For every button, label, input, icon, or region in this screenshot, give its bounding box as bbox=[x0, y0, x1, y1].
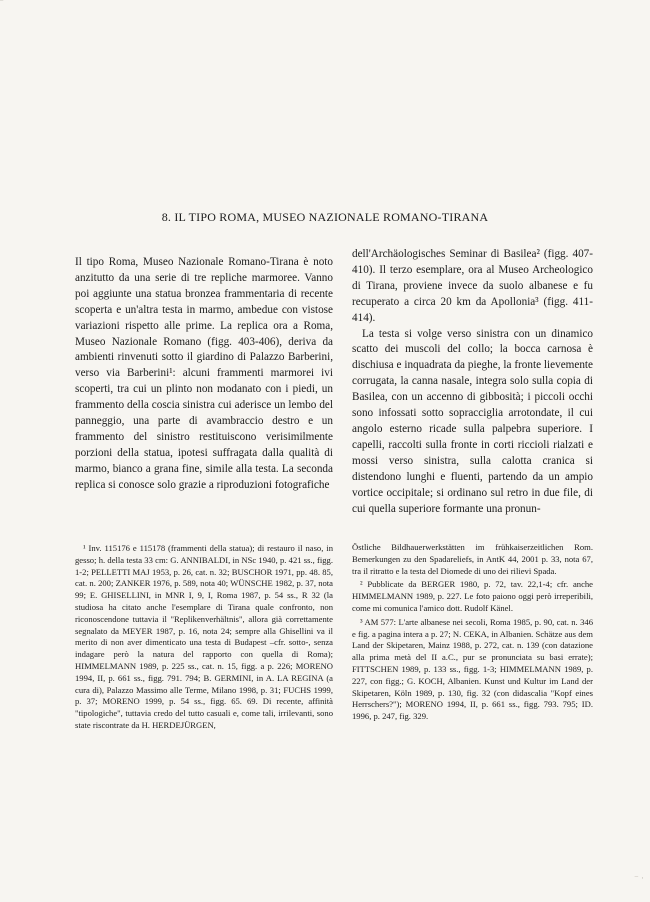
footnote-1: ¹ Inv. 115176 e 115178 (frammenti della statua); di restauro il naso, in gesso; h. della testa 33 cm: G. ANNIBALDI, in NSc 1940, p. 421 ss., figg. 1-2; PELLETTI MAJ 1953, p. 26, cat. n. 32; BUSCHOR 1971, pp. 48. 85, cat. n. 200; ZANKER 1976, p. 589, nota 40; WÜNSCHE 1982, p. 37, nota 99; E. GHISELLINI, in MNR I, 9, I, Roma 1987, p. 54 ss., R 32 (la studiosa ha citato anche l'esemplare di Tirana quale confronto, non riconoscendone tuttavia il "Replikenverhältnis", allora già correttamente segnalato da MEYER 1987, p. 16, nota 24; sempre alla Ghisellini va il merito di non aver dimenticato una testa di Budapest –cfr. sotto-, senza indagare però la natura del rapporto con quella di Roma); HIMMELMANN 1989, p. 225 ss., cat. n. 15, figg. a p. 226; MORENO 1994, II, p. 661 ss., figg. 791. 794; B. GERMINI, in A. LA REGINA (a cura di), Palazzo Massimo alle Terme, Milano 1998, p. 31; FUCHS 1999, p. 37; MORENO 1999, p. 54 ss., figg. 65. 69. Di recente, affinità "tipologiche", tuttavia credo del tutto casuali e, come tali, irrilevanti, sono state riscontrate da H. HERDEJÜRGEN, bbox=[75, 543, 333, 730]
body-paragraph: dell'Archäologisches Seminar di Basilea² (figg. 407-410). Il terzo esemplare, ora al Museo Archeologico di Tirana, proviene invece da suolo albanese e fu recuperato a circa 20 km da Apollonia³ (figg. 411-414). bbox=[352, 248, 593, 324]
footnote-1-continued: Östliche Bildhauerwerkstätten im frühkaiserzeitlichen Rom. Bemerkungen zu den Spadareliefs, in AntK 44, 2001 p. 33, nota 67, tra il ritratto e la testa del Diomede di uno dei rilievi Spada. bbox=[352, 542, 593, 576]
scan-edge-mark: ⁻ · bbox=[634, 873, 644, 883]
footnote-2: ² Pubblicate da BERGER 1980, p. 72, tav. 22,1-4; cfr. anche HIMMELMANN 1989, p. 227. Le foto paiono oggi però irreperibili, come mi comunica l'amico dott. Rudolf Känel. bbox=[352, 579, 593, 613]
body-column-right bbox=[352, 247, 593, 517]
footnotes-right bbox=[352, 542, 593, 725]
body-paragraph: La testa si volge verso sinistra con un dinamico scatto dei muscoli del collo; la bocca carnosa è dischiusa e inquadrata da pieghe, la fronte lievemente corrugata, la canna nasale, integra solo sulla copia di Basilea, con un accenno di gibbosità; i piccoli occhi sono infossati sotto sopracciglia arrotondate, il cui angolo esterno ricade sulla palpebra superiore. I capelli, raccolti sulla fronte in corti riccioli rialzati e mossi verso sinistra, sulla calotta cranica si distendono lunghi e fluenti, partendo da un ampio vortice occipitale; si ordinano sul retro in due file, di cui quella superiore formante una pronun- bbox=[352, 327, 593, 515]
scan-edge-mark: ‾ bbox=[0, 0, 3, 10]
chapter-heading: 8. IL TIPO ROMA, MUSEO NAZIONALE ROMANO-TIRANA bbox=[161, 210, 489, 224]
body-column-left bbox=[75, 255, 333, 494]
footnotes-left bbox=[75, 543, 333, 734]
footnote-3: ³ AM 577: L'arte albanese nei secoli, Roma 1985, p. 90, cat. n. 346 e fig. a pagina intera a p. 27; N. CEKA, in Albanien. Schätze aus dem Land der Skipetaren, Mainz 1988, p. 272, cat. n. 139 (con datazione alla prima metà del II a.C., pur se pronunciata su basi errate); FITTSCHEN 1989, p. 133 ss., figg. 1-3; HIMMELMANN 1989, p. 227, con figg.; G. KOCH, Albanien. Kunst und Kultur im Land der Skipetaren, Köln 1989, p. 130, fig. 32 (con didascalia "Kopf eines Herrschers?"); MORENO 1994, II, p. 661 ss., figg. 793. 795; ID. 1996, p. 247, fig. 329. bbox=[352, 616, 593, 722]
body-paragraph: Il tipo Roma, Museo Nazionale Romano-Tirana è noto anzitutto da una serie di tre repliche marmoree. Vanno poi aggiunte una statua bronzea frammentaria di recente scoperta e un'altra testa in marmo, ambedue con vistose variazioni rispetto alle prime. La replica ora a Roma, Museo Nazionale Romano (figg. 403-406), deriva da ambienti rinvenuti sotto il giardino di Palazzo Barberini, verso via Barberini¹: alcuni frammenti marmorei ivi scoperti, tra cui un plinto non modanato con i piedi, un frammento della coscia sinistra cui aderisce un lembo del panneggio, una parte di avambraccio destro e un frammento del sinistro restituiscono verisimilmente porzioni della statua, ipotesi suffragata dalla qualità di marmo, bianco a grana fine, simile alla testa. La seconda replica si conosce solo grazie a riproduzioni fotografiche bbox=[75, 256, 333, 491]
